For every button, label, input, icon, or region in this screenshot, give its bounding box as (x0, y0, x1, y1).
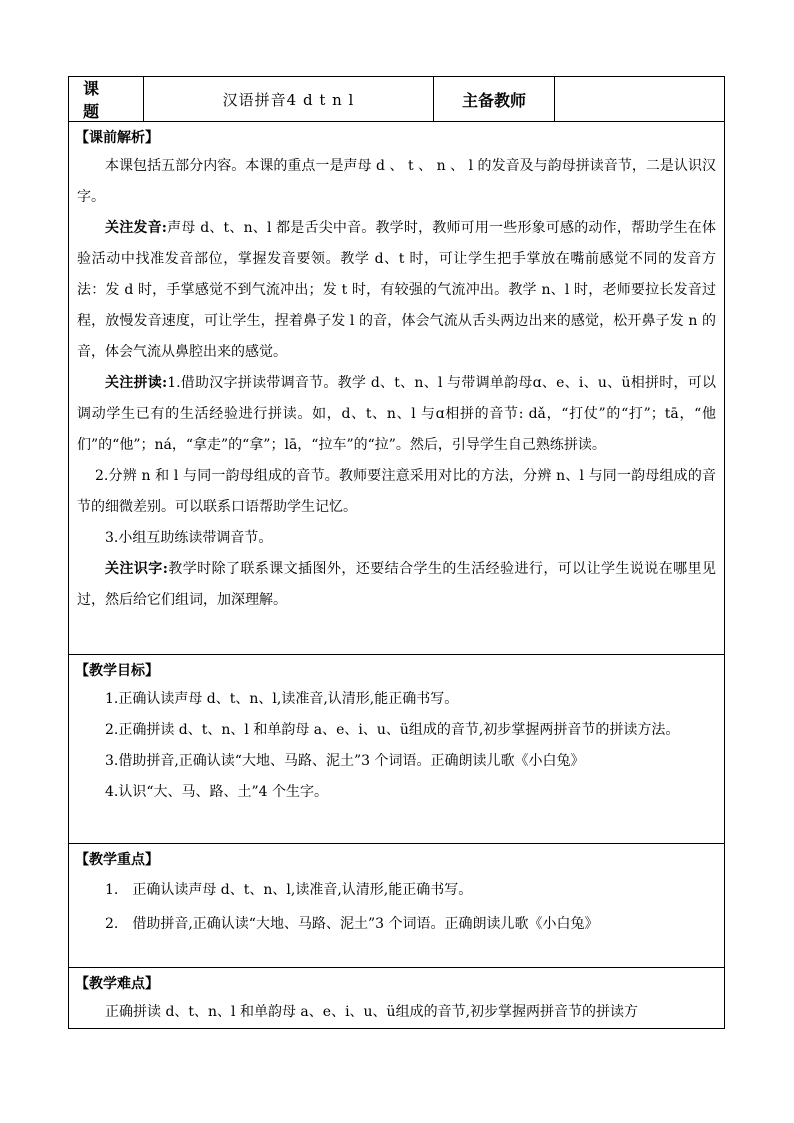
list-item: 1.正确认读声母 d、t、n、l,读准音,认清形,能正确书写。 (105, 691, 459, 707)
literacy-lead: 关注识字: (105, 561, 168, 577)
section-title: 【课前解析】 (75, 130, 159, 146)
pronunciation-lead: 关注发音: (105, 220, 167, 236)
pre-class-analysis-section (69, 122, 724, 655)
header-row (69, 77, 724, 122)
section-title: 【教学目标】 (75, 663, 159, 679)
literacy-paragraph (77, 554, 716, 616)
spelling-point-3: 3.小组互助练读带调音节。 (105, 530, 273, 546)
section-title: 【教学重点】 (75, 852, 159, 868)
intro-paragraph: 本课包括五部分内容。本课的重点一是声母 d 、 t 、 n 、 l 的发音及与韵母拼读音节，二是认识汉字。 (77, 158, 716, 205)
spelling-lead: 关注拼读: (105, 375, 168, 391)
teaching-key-points-section (69, 844, 724, 968)
list-item: 1. 正确认读声母 d、t、n、l,读准音,认清形,能正确书写。 (105, 882, 473, 898)
teaching-difficulties-section (69, 968, 724, 1028)
list-item: 3.借助拼音,正确认读“大地、马路、泥土”3 个词语。正确朗读儿歌《小白兔》 (105, 753, 585, 769)
pronunciation-paragraph (77, 213, 716, 368)
teacher-label: 主备教师 (434, 77, 555, 121)
teacher-value (555, 77, 724, 121)
key-points-list (77, 873, 716, 941)
literacy-text: 教学时除了联系课文插图外，还要结合学生的生活经验进行，可以让学生说说在哪里见过，然后给它们组词，加深理解。 (77, 561, 717, 608)
spelling-text: 1.借助汉字拼读带调音节。教学 d、t、n、l 与带调单韵母ɑ、e、i、u、ü相拼时，可以调动学生已有的生活经验进行拼读。如，d、t、n、l 与ɑ相拼的音节: dǎ，“打仗”的“打”；tā，“他们”的“他”；ná，“拿走”的“拿”；lā，“拉车”的“拉”。然后，引导学生自己熟练拼读。 (77, 375, 716, 453)
teaching-goals-section (69, 655, 724, 844)
section-title: 【教学难点】 (75, 976, 159, 992)
spelling-paragraph (77, 368, 716, 461)
goals-list (77, 684, 716, 808)
topic-label: 课 题 (69, 77, 144, 121)
pronunciation-text: 声母 d、t、n、l 都是舌尖中音。教学时，教师可用一些形象可感的动作，帮助学生在体验活动中找准发音部位，掌握发音要领。教学 d、t 时，可让学生把手掌放在嘴前感觉不同的发音方法：发 d 时，手掌感觉不到气流冲出；发 t 时，有较强的气流冲出。教学 n、l 时，老师要拉长发音过程，放慢发音速度，可让学生，捏着鼻子发 l 的音，体会气流从舌头两边出来的感觉，松开鼻子发 n 的音，体会气流从鼻腔出来的感觉。 (77, 220, 717, 360)
list-item: 4.认识“大、马、路、土”4 个生字。 (105, 784, 329, 800)
lesson-plan-table (68, 76, 725, 1029)
spelling-point-2: 2.分辨 n 和 l 与同一韵母组成的音节。教师要注意采用对比的方法，分辨 n、l 与同一韵母组成的音节的细微差别。可以联系口语帮助学生记忆。 (77, 468, 716, 515)
list-item: 2. 借助拼音,正确认读“大地、马路、泥土”3 个词语。正确朗读儿歌《小白兔》 (105, 916, 599, 932)
difficulties-text: 正确拼读 d、t、n、l 和单韵母 a、e、i、u、ü组成的音节,初步掌握两拼音节的拼读方 (105, 1004, 639, 1020)
topic-value: 汉语拼音4 d t n l (144, 77, 434, 121)
list-item: 2.正确拼读 d、t、n、l 和单韵母 a、e、i、u、ü组成的音节,初步掌握两拼音节的拼读方法。 (105, 722, 680, 738)
